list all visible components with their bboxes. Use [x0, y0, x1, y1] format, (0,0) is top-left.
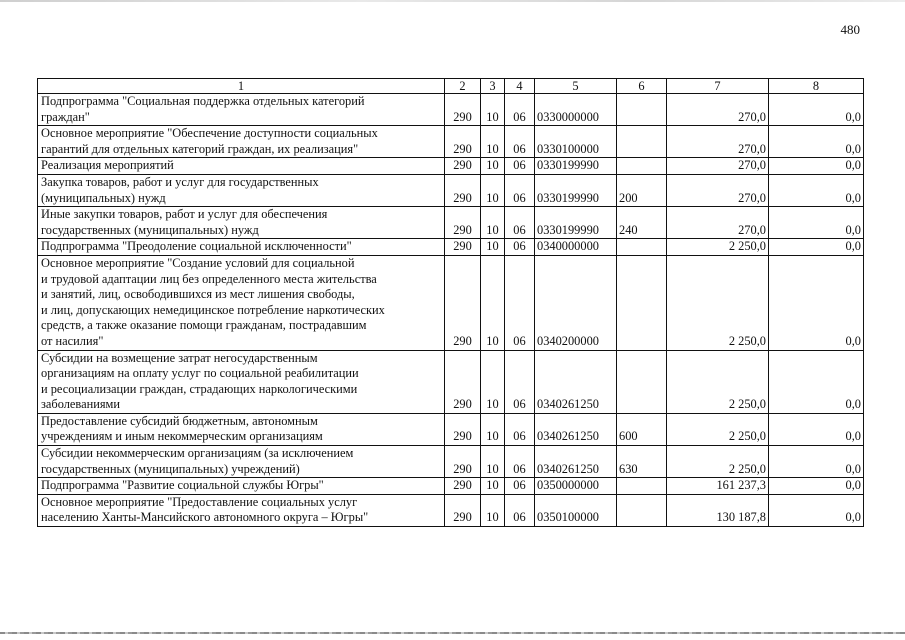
table-row [38, 413, 864, 445]
expense-type-cell [617, 255, 667, 350]
table-row [38, 239, 864, 256]
amount-cell: 2 250,0 [667, 413, 769, 445]
amount-next-cell: 0,0 [769, 126, 864, 158]
amount-next-cell: 0,0 [769, 446, 864, 478]
table-row [38, 494, 864, 526]
kvsr-cell: 290 [445, 207, 481, 239]
subsection-cell: 06 [505, 174, 535, 206]
target-article-cell: 0340261250 [535, 413, 617, 445]
expense-type-cell [617, 94, 667, 126]
section-cell: 10 [481, 494, 505, 526]
expense-type-cell [617, 494, 667, 526]
table-row [38, 350, 864, 413]
expense-type-cell [617, 126, 667, 158]
expense-type-cell [617, 478, 667, 495]
amount-next-cell: 0,0 [769, 207, 864, 239]
expense-type-cell: 600 [617, 413, 667, 445]
amount-next-cell: 0,0 [769, 478, 864, 495]
expense-type-cell [617, 158, 667, 175]
table-row [38, 158, 864, 175]
row-name-cell: Субсидии некоммерческим организациям (за исключением государственных (муниципальных) учреждений) [38, 446, 445, 478]
row-name-cell: Подпрограмма "Развитие социальной службы Югры" [38, 478, 445, 495]
row-name-cell: Подпрограмма "Социальная поддержка отдельных категорий граждан" [38, 94, 445, 126]
row-name-cell: Основное мероприятие "Предоставление социальных услуг населению Ханты-Мансийского автономного округа – Югры" [38, 494, 445, 526]
row-name-cell: Подпрограмма "Преодоление социальной исключенности" [38, 239, 445, 256]
kvsr-cell: 290 [445, 350, 481, 413]
target-article-cell: 0340200000 [535, 255, 617, 350]
kvsr-cell: 290 [445, 255, 481, 350]
table-row [38, 255, 864, 350]
section-cell: 10 [481, 255, 505, 350]
kvsr-cell: 290 [445, 94, 481, 126]
expense-type-cell [617, 239, 667, 256]
row-name-cell: Основное мероприятие "Обеспечение доступности социальных гарантий для отдельных категорий граждан, их реализация" [38, 126, 445, 158]
expense-type-cell [617, 350, 667, 413]
subsection-cell: 06 [505, 158, 535, 175]
amount-next-cell: 0,0 [769, 494, 864, 526]
amount-cell: 270,0 [667, 207, 769, 239]
column-header: 3 [481, 79, 505, 94]
subsection-cell: 06 [505, 446, 535, 478]
amount-next-cell: 0,0 [769, 255, 864, 350]
kvsr-cell: 290 [445, 494, 481, 526]
amount-cell: 270,0 [667, 94, 769, 126]
amount-next-cell: 0,0 [769, 239, 864, 256]
target-article-cell: 0340261250 [535, 446, 617, 478]
header-row [38, 79, 864, 94]
subsection-cell: 06 [505, 413, 535, 445]
expense-type-cell: 240 [617, 207, 667, 239]
row-name-cell: Основное мероприятие "Создание условий для социальной и трудовой адаптации лиц без определенного места жительства и занятий, лиц, освободившихся из мест лишения свободы, и лиц, допускающих немедицинское потребление наркотических средств, а также оказание помощи гражданам, пострадавшим от насилия" [38, 255, 445, 350]
subsection-cell: 06 [505, 478, 535, 495]
amount-next-cell: 0,0 [769, 174, 864, 206]
section-cell: 10 [481, 350, 505, 413]
column-header: 5 [535, 79, 617, 94]
target-article-cell: 0350000000 [535, 478, 617, 495]
amount-cell: 2 250,0 [667, 255, 769, 350]
kvsr-cell: 290 [445, 174, 481, 206]
amount-next-cell: 0,0 [769, 94, 864, 126]
table-row [38, 478, 864, 495]
section-cell: 10 [481, 413, 505, 445]
amount-cell: 2 250,0 [667, 239, 769, 256]
target-article-cell: 0340261250 [535, 350, 617, 413]
column-header: 8 [769, 79, 864, 94]
table-row [38, 174, 864, 206]
amount-cell: 270,0 [667, 158, 769, 175]
section-cell: 10 [481, 446, 505, 478]
kvsr-cell: 290 [445, 126, 481, 158]
section-cell: 10 [481, 478, 505, 495]
target-article-cell: 0350100000 [535, 494, 617, 526]
column-header: 7 [667, 79, 769, 94]
section-cell: 10 [481, 94, 505, 126]
section-cell: 10 [481, 207, 505, 239]
target-article-cell: 0330000000 [535, 94, 617, 126]
section-cell: 10 [481, 174, 505, 206]
subsection-cell: 06 [505, 494, 535, 526]
subsection-cell: 06 [505, 207, 535, 239]
amount-cell: 2 250,0 [667, 350, 769, 413]
subsection-cell: 06 [505, 126, 535, 158]
target-article-cell: 0330100000 [535, 126, 617, 158]
row-name-cell: Субсидии на возмещение затрат негосударственным организациям на оплату услуг по социальной реабилитации и ресоциализации граждан, страдающих наркологическими заболеваниями [38, 350, 445, 413]
expense-type-cell: 630 [617, 446, 667, 478]
row-name-cell: Предоставление субсидий бюджетным, автономным учреждениям и иным некоммерческим организациям [38, 413, 445, 445]
amount-cell: 270,0 [667, 174, 769, 206]
amount-cell: 130 187,8 [667, 494, 769, 526]
target-article-cell: 0330199990 [535, 158, 617, 175]
expense-type-cell: 200 [617, 174, 667, 206]
kvsr-cell: 290 [445, 158, 481, 175]
amount-cell: 270,0 [667, 126, 769, 158]
subsection-cell: 06 [505, 94, 535, 126]
row-name-cell: Иные закупки товаров, работ и услуг для обеспечения государственных (муниципальных) нужд [38, 207, 445, 239]
section-cell: 10 [481, 126, 505, 158]
kvsr-cell: 290 [445, 446, 481, 478]
table-row [38, 94, 864, 126]
table-row [38, 446, 864, 478]
row-name-cell: Реализация мероприятий [38, 158, 445, 175]
amount-next-cell: 0,0 [769, 350, 864, 413]
amount-cell: 161 237,3 [667, 478, 769, 495]
section-cell: 10 [481, 239, 505, 256]
section-cell: 10 [481, 158, 505, 175]
amount-next-cell: 0,0 [769, 413, 864, 445]
subsection-cell: 06 [505, 255, 535, 350]
amount-cell: 2 250,0 [667, 446, 769, 478]
scan-edge-top [0, 0, 905, 2]
scan-edge-bottom [0, 632, 905, 634]
budget-table [37, 78, 864, 527]
amount-next-cell: 0,0 [769, 158, 864, 175]
page-number: 480 [840, 22, 860, 37]
column-header: 1 [38, 79, 445, 94]
target-article-cell: 0330199990 [535, 207, 617, 239]
table-body [38, 79, 864, 527]
kvsr-cell: 290 [445, 239, 481, 256]
column-header: 2 [445, 79, 481, 94]
subsection-cell: 06 [505, 350, 535, 413]
kvsr-cell: 290 [445, 413, 481, 445]
column-header: 6 [617, 79, 667, 94]
column-header: 4 [505, 79, 535, 94]
target-article-cell: 0330199990 [535, 174, 617, 206]
table-row [38, 126, 864, 158]
table-row [38, 207, 864, 239]
target-article-cell: 0340000000 [535, 239, 617, 256]
kvsr-cell: 290 [445, 478, 481, 495]
row-name-cell: Закупка товаров, работ и услуг для государственных (муниципальных) нужд [38, 174, 445, 206]
subsection-cell: 06 [505, 239, 535, 256]
